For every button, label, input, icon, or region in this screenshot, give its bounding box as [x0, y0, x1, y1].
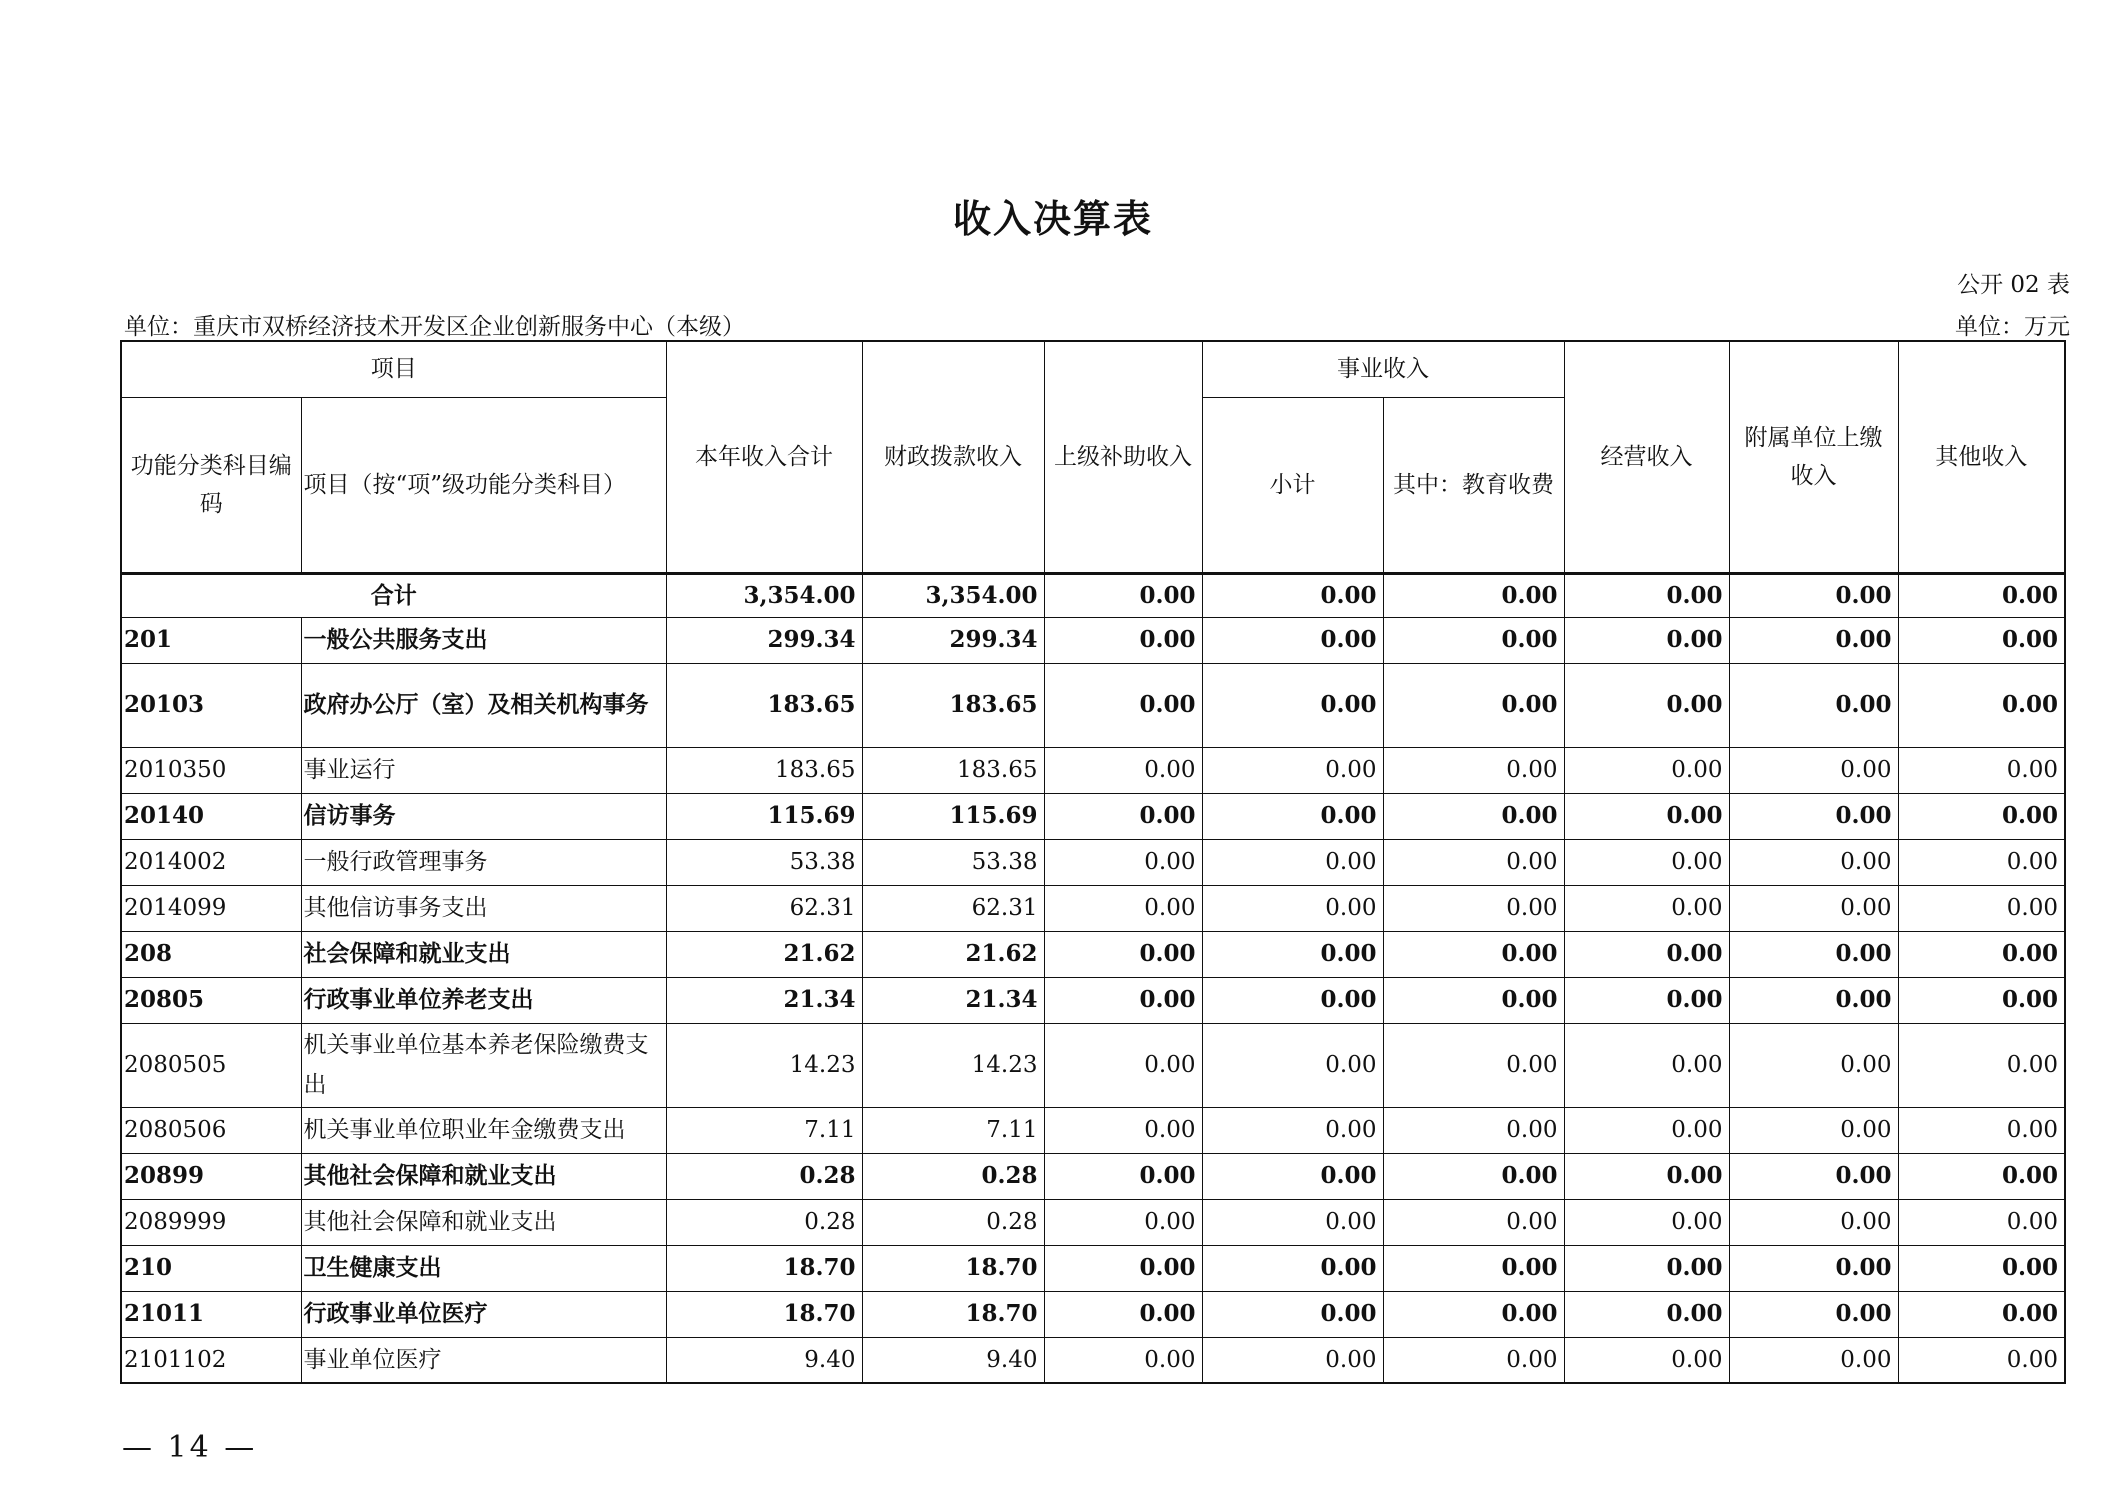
header-function-code: 功能分类科目编码	[121, 397, 301, 573]
row-value-cell: 0.00	[1044, 1199, 1202, 1245]
table-row	[121, 1199, 2065, 1245]
row-value-cell: 0.00	[1202, 1337, 1383, 1383]
row-value-cell: 0.00	[1898, 1153, 2065, 1199]
row-value-cell: 183.65	[666, 663, 862, 747]
row-value-cell: 0.00	[1564, 1153, 1729, 1199]
row-code: 2014099	[121, 885, 301, 931]
row-code: 20103	[121, 663, 301, 747]
total-value-cell: 0.00	[1729, 573, 1898, 617]
row-value-cell: 62.31	[666, 885, 862, 931]
row-value-cell: 0.00	[1383, 1153, 1564, 1199]
row-name: 其他社会保障和就业支出	[301, 1199, 666, 1245]
row-value-cell: 0.00	[1564, 885, 1729, 931]
table-row	[121, 1107, 2065, 1153]
page-number: — 14 —	[122, 1430, 258, 1465]
table-row	[121, 839, 2065, 885]
row-code: 20899	[121, 1153, 301, 1199]
total-label: 合计	[121, 573, 666, 617]
row-value-cell: 0.00	[1564, 839, 1729, 885]
table-row	[121, 793, 2065, 839]
row-value-cell: 0.00	[1202, 747, 1383, 793]
row-code: 208	[121, 931, 301, 977]
row-value-cell: 14.23	[666, 1023, 862, 1107]
row-name: 一般公共服务支出	[301, 617, 666, 663]
row-value-cell: 0.00	[1564, 1291, 1729, 1337]
row-value-cell: 115.69	[862, 793, 1044, 839]
row-value-cell: 0.00	[1729, 839, 1898, 885]
row-value-cell: 0.00	[1044, 1153, 1202, 1199]
row-value-cell: 21.34	[862, 977, 1044, 1023]
row-name: 机关事业单位基本养老保险缴费支出	[301, 1023, 666, 1107]
row-value-cell: 183.65	[862, 663, 1044, 747]
row-value-cell: 0.00	[1202, 1245, 1383, 1291]
row-value-cell: 183.65	[862, 747, 1044, 793]
table-row	[121, 1245, 2065, 1291]
header-superior-subsidy: 上级补助收入	[1044, 341, 1202, 573]
row-value-cell: 0.00	[1564, 1107, 1729, 1153]
row-value-cell: 0.00	[1044, 1291, 1202, 1337]
row-value-cell: 0.00	[1202, 793, 1383, 839]
row-code: 2101102	[121, 1337, 301, 1383]
table-row	[121, 931, 2065, 977]
row-value-cell: 0.00	[1564, 931, 1729, 977]
header-item-name: 项目（按“项”级功能分类科目）	[301, 397, 666, 573]
row-value-cell: 7.11	[862, 1107, 1044, 1153]
row-value-cell: 0.00	[1383, 663, 1564, 747]
row-value-cell: 0.00	[1383, 931, 1564, 977]
row-value-cell: 0.00	[1044, 885, 1202, 931]
row-value-cell: 0.28	[862, 1153, 1044, 1199]
row-value-cell: 0.00	[1729, 747, 1898, 793]
header-subtotal: 小计	[1202, 397, 1383, 573]
row-value-cell: 0.00	[1729, 1153, 1898, 1199]
row-value-cell: 0.00	[1898, 1291, 2065, 1337]
row-value-cell: 0.00	[1202, 663, 1383, 747]
row-value-cell: 0.00	[1383, 617, 1564, 663]
row-value-cell: 0.00	[1564, 1337, 1729, 1383]
row-value-cell: 0.00	[1383, 1023, 1564, 1107]
row-value-cell: 0.00	[1044, 977, 1202, 1023]
income-table	[120, 340, 2066, 1384]
total-value-cell: 0.00	[1383, 573, 1564, 617]
row-value-cell: 0.00	[1202, 1291, 1383, 1337]
reporting-unit: 单位：重庆市双桥经济技术开发区企业创新服务中心（本级）	[124, 314, 745, 340]
row-value-cell: 0.00	[1044, 931, 1202, 977]
row-value-cell: 0.00	[1729, 1199, 1898, 1245]
row-value-cell: 0.00	[1383, 885, 1564, 931]
row-value-cell: 0.00	[1898, 839, 2065, 885]
total-value-cell: 0.00	[1898, 573, 2065, 617]
row-value-cell: 0.00	[1044, 617, 1202, 663]
row-name: 事业单位医疗	[301, 1337, 666, 1383]
row-value-cell: 18.70	[666, 1245, 862, 1291]
table-body	[121, 573, 2065, 1383]
row-name: 社会保障和就业支出	[301, 931, 666, 977]
table-row	[121, 1291, 2065, 1337]
row-value-cell: 0.00	[1729, 1107, 1898, 1153]
row-value-cell: 0.00	[1729, 1291, 1898, 1337]
row-value-cell: 53.38	[862, 839, 1044, 885]
row-value-cell: 0.00	[1202, 839, 1383, 885]
row-value-cell: 0.00	[1564, 617, 1729, 663]
row-value-cell: 0.00	[1898, 1245, 2065, 1291]
row-name: 行政事业单位医疗	[301, 1291, 666, 1337]
row-value-cell: 0.00	[1729, 663, 1898, 747]
row-value-cell: 0.00	[1044, 663, 1202, 747]
row-name: 卫生健康支出	[301, 1245, 666, 1291]
row-code: 2010350	[121, 747, 301, 793]
total-row	[121, 573, 2065, 617]
row-value-cell: 21.62	[862, 931, 1044, 977]
row-value-cell: 0.00	[1898, 885, 2065, 931]
row-value-cell: 0.00	[1898, 617, 2065, 663]
row-value-cell: 0.00	[1729, 1023, 1898, 1107]
row-value-cell: 0.00	[1729, 885, 1898, 931]
row-value-cell: 0.00	[1202, 977, 1383, 1023]
row-value-cell: 0.00	[1383, 1291, 1564, 1337]
header-education-fee: 其中：教育收费	[1383, 397, 1564, 573]
row-name: 一般行政管理事务	[301, 839, 666, 885]
header-fiscal-appropriation: 财政拨款收入	[862, 341, 1044, 573]
total-value-cell: 0.00	[1044, 573, 1202, 617]
row-value-cell: 0.00	[1202, 931, 1383, 977]
row-value-cell: 0.00	[1202, 1107, 1383, 1153]
row-value-cell: 0.00	[1044, 839, 1202, 885]
row-name: 其他社会保障和就业支出	[301, 1153, 666, 1199]
row-value-cell: 0.00	[1564, 1245, 1729, 1291]
row-value-cell: 299.34	[862, 617, 1044, 663]
form-number: 公开 02 表	[1957, 272, 2070, 298]
row-value-cell: 0.00	[1383, 1107, 1564, 1153]
row-value-cell: 0.00	[1383, 793, 1564, 839]
row-value-cell: 0.00	[1044, 793, 1202, 839]
table-row	[121, 747, 2065, 793]
header-total-income: 本年收入合计	[666, 341, 862, 573]
row-code: 2080506	[121, 1107, 301, 1153]
row-value-cell: 18.70	[862, 1291, 1044, 1337]
row-value-cell: 0.00	[1898, 793, 2065, 839]
row-value-cell: 0.00	[1383, 1337, 1564, 1383]
row-value-cell: 0.00	[1044, 1245, 1202, 1291]
row-value-cell: 0.00	[1202, 885, 1383, 931]
row-value-cell: 115.69	[666, 793, 862, 839]
row-value-cell: 7.11	[666, 1107, 862, 1153]
row-value-cell: 0.00	[1729, 1245, 1898, 1291]
row-value-cell: 0.00	[1729, 977, 1898, 1023]
row-code: 20140	[121, 793, 301, 839]
row-value-cell: 0.00	[1564, 663, 1729, 747]
row-value-cell: 9.40	[666, 1337, 862, 1383]
row-code: 210	[121, 1245, 301, 1291]
row-value-cell: 0.00	[1729, 1337, 1898, 1383]
header-project: 项目	[121, 341, 666, 397]
row-value-cell: 0.00	[1202, 617, 1383, 663]
header-affiliate-income: 附属单位上缴收入	[1729, 341, 1898, 573]
row-code: 2014002	[121, 839, 301, 885]
row-value-cell: 0.00	[1564, 747, 1729, 793]
table-row	[121, 1337, 2065, 1383]
row-code: 20805	[121, 977, 301, 1023]
row-value-cell: 14.23	[862, 1023, 1044, 1107]
row-value-cell: 0.00	[1044, 1107, 1202, 1153]
row-value-cell: 0.00	[1564, 1023, 1729, 1107]
row-value-cell: 21.34	[666, 977, 862, 1023]
row-value-cell: 0.00	[1564, 793, 1729, 839]
total-value-cell: 0.00	[1202, 573, 1383, 617]
row-value-cell: 183.65	[666, 747, 862, 793]
row-value-cell: 18.70	[862, 1245, 1044, 1291]
row-value-cell: 0.00	[1898, 1107, 2065, 1153]
row-value-cell: 9.40	[862, 1337, 1044, 1383]
total-value-cell: 3,354.00	[666, 573, 862, 617]
row-code: 201	[121, 617, 301, 663]
row-value-cell: 0.00	[1898, 977, 2065, 1023]
row-name: 机关事业单位职业年金缴费支出	[301, 1107, 666, 1153]
row-code: 2089999	[121, 1199, 301, 1245]
table-row	[121, 1023, 2065, 1107]
row-value-cell: 0.00	[1383, 1245, 1564, 1291]
row-value-cell: 0.00	[1898, 931, 2065, 977]
total-value-cell: 0.00	[1564, 573, 1729, 617]
total-value-cell: 3,354.00	[862, 573, 1044, 617]
row-value-cell: 0.00	[1044, 747, 1202, 793]
row-code: 21011	[121, 1291, 301, 1337]
table-row	[121, 663, 2065, 747]
row-value-cell: 18.70	[666, 1291, 862, 1337]
row-name: 事业运行	[301, 747, 666, 793]
row-value-cell: 0.00	[1729, 931, 1898, 977]
row-value-cell: 0.00	[1383, 747, 1564, 793]
row-value-cell: 299.34	[666, 617, 862, 663]
row-value-cell: 53.38	[666, 839, 862, 885]
row-value-cell: 0.00	[1898, 663, 2065, 747]
table-row	[121, 977, 2065, 1023]
row-name: 其他信访事务支出	[301, 885, 666, 931]
row-value-cell: 0.00	[1898, 1337, 2065, 1383]
row-value-cell: 62.31	[862, 885, 1044, 931]
row-value-cell: 0.00	[1729, 617, 1898, 663]
row-value-cell: 0.28	[666, 1153, 862, 1199]
table-row	[121, 1153, 2065, 1199]
row-value-cell: 0.00	[1564, 977, 1729, 1023]
row-value-cell: 0.00	[1383, 1199, 1564, 1245]
row-value-cell: 0.00	[1202, 1153, 1383, 1199]
header-operating-income: 经营收入	[1564, 341, 1729, 573]
row-value-cell: 0.00	[1564, 1199, 1729, 1245]
row-value-cell: 21.62	[666, 931, 862, 977]
row-value-cell: 0.00	[1202, 1199, 1383, 1245]
header-business-income-group: 事业收入	[1202, 341, 1564, 397]
row-name: 行政事业单位养老支出	[301, 977, 666, 1023]
row-value-cell: 0.00	[1044, 1023, 1202, 1107]
row-value-cell: 0.00	[1044, 1337, 1202, 1383]
document-title: 收入决算表	[952, 196, 1153, 241]
row-value-cell: 0.00	[1898, 747, 2065, 793]
row-value-cell: 0.00	[1383, 977, 1564, 1023]
row-value-cell: 0.00	[1383, 839, 1564, 885]
row-value-cell: 0.00	[1898, 1023, 2065, 1107]
row-name: 政府办公厅（室）及相关机构事务	[301, 663, 666, 747]
row-value-cell: 0.28	[666, 1199, 862, 1245]
table-row	[121, 885, 2065, 931]
row-value-cell: 0.28	[862, 1199, 1044, 1245]
row-value-cell: 0.00	[1729, 793, 1898, 839]
currency-unit: 单位：万元	[1955, 314, 2070, 340]
table-row	[121, 617, 2065, 663]
row-code: 2080505	[121, 1023, 301, 1107]
row-value-cell: 0.00	[1898, 1199, 2065, 1245]
header-other-income: 其他收入	[1898, 341, 2065, 573]
row-value-cell: 0.00	[1202, 1023, 1383, 1107]
row-name: 信访事务	[301, 793, 666, 839]
